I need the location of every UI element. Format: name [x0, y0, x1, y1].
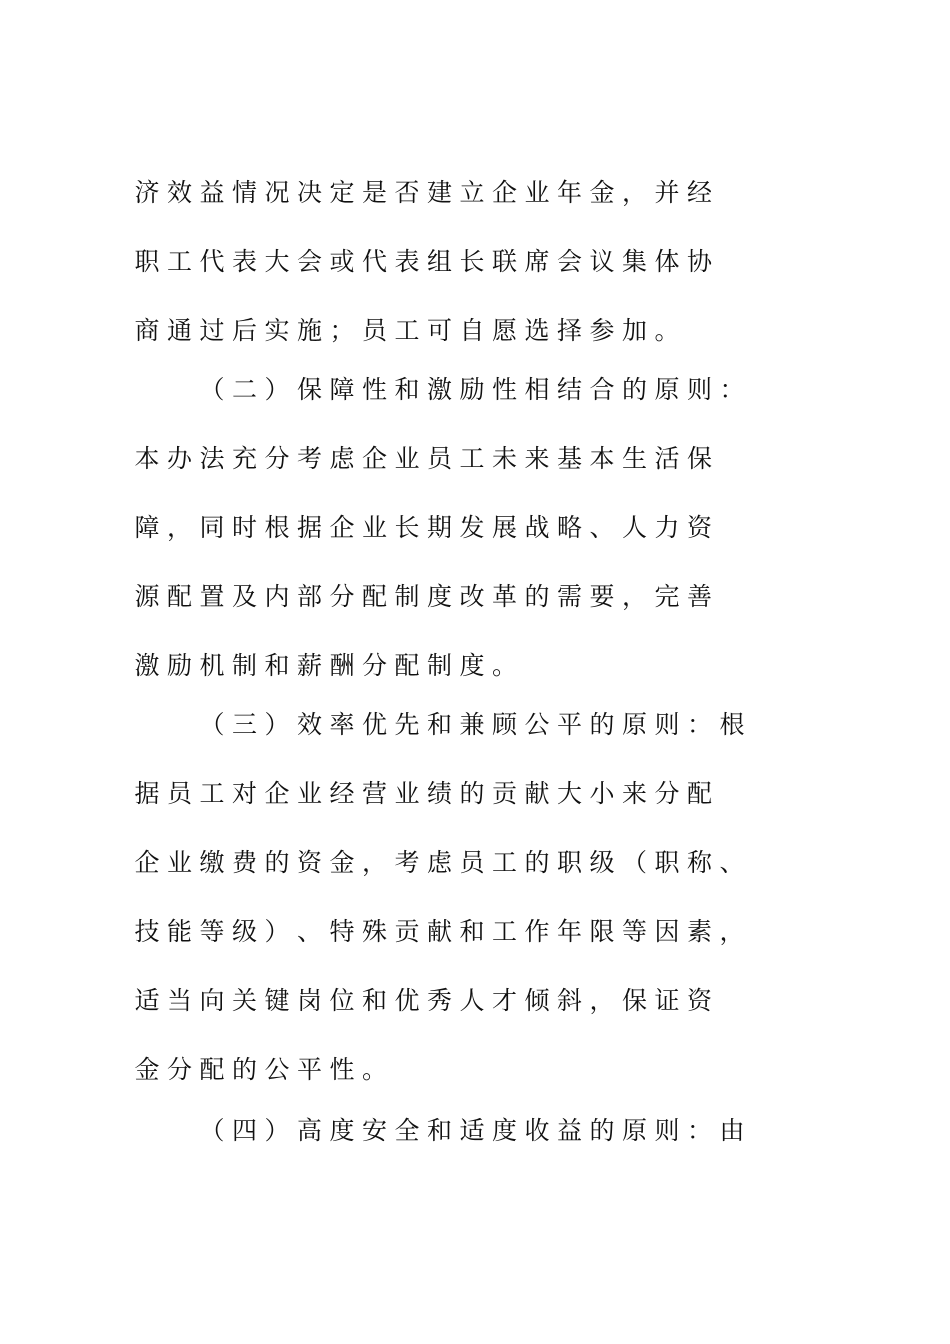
glyph: 激	[426, 375, 452, 404]
glyph: 分	[654, 779, 680, 808]
glyph: 分	[329, 582, 355, 611]
glyph: 倾	[524, 986, 550, 1015]
glyph: 同	[199, 513, 225, 542]
glyph: 或	[329, 247, 355, 276]
glyph: 内	[264, 582, 290, 611]
glyph: 保	[621, 986, 647, 1015]
glyph: 殊	[361, 917, 387, 946]
glyph: 对	[231, 779, 257, 808]
glyph: 的	[621, 375, 647, 404]
glyph: 是	[361, 178, 387, 207]
glyph: 表	[394, 247, 420, 276]
glyph: 据	[296, 513, 322, 542]
glyph: 经	[686, 178, 712, 207]
glyph: 斜	[556, 986, 582, 1015]
glyph: 业	[524, 178, 550, 207]
glyph: 立	[459, 178, 485, 207]
glyph: 实	[264, 316, 290, 345]
glyph: ）	[264, 917, 290, 946]
glyph: 会	[296, 247, 322, 276]
glyph: ，	[589, 986, 615, 1015]
glyph: 根	[719, 710, 745, 739]
glyph: 议	[589, 247, 615, 276]
glyph: 革	[491, 582, 517, 611]
glyph: 大	[264, 247, 290, 276]
glyph: 公	[524, 710, 550, 739]
glyph: 配	[394, 651, 420, 680]
glyph: 代	[199, 247, 225, 276]
glyph: 况	[264, 178, 290, 207]
glyph: 原	[654, 375, 680, 404]
glyph: 考	[296, 444, 322, 473]
text-line	[0, 774, 950, 814]
glyph: 加	[621, 316, 647, 345]
glyph: 级	[231, 917, 257, 946]
glyph: 高	[296, 1116, 322, 1145]
glyph: 可	[426, 316, 452, 345]
glyph: 因	[654, 917, 680, 946]
glyph: 本	[134, 444, 160, 473]
glyph: 酬	[329, 651, 355, 680]
glyph: ，	[361, 848, 387, 877]
glyph: 效	[296, 710, 322, 739]
glyph: 来	[524, 444, 550, 473]
glyph: 改	[459, 582, 485, 611]
glyph: 法	[199, 444, 225, 473]
glyph: 的	[589, 1116, 615, 1145]
glyph: 适	[134, 986, 160, 1015]
glyph: 业	[166, 848, 192, 877]
glyph: 等	[621, 917, 647, 946]
glyph: 配	[199, 1055, 225, 1084]
glyph: 考	[394, 848, 420, 877]
glyph: 的	[264, 848, 290, 877]
text-line	[0, 981, 950, 1021]
glyph: 金	[589, 178, 615, 207]
glyph: ：	[719, 375, 745, 404]
glyph: 资	[686, 986, 712, 1015]
glyph: 长	[394, 513, 420, 542]
glyph: ）	[264, 710, 290, 739]
glyph: 企	[134, 848, 160, 877]
glyph: 特	[329, 917, 355, 946]
glyph: 合	[589, 375, 615, 404]
glyph: 的	[524, 582, 550, 611]
glyph: 四	[231, 1116, 257, 1145]
glyph: 保	[686, 444, 712, 473]
glyph: 工	[491, 848, 517, 877]
glyph: 由	[719, 1116, 745, 1145]
glyph: 决	[296, 178, 322, 207]
glyph: 、	[719, 848, 745, 877]
glyph: 制	[394, 582, 420, 611]
glyph: 制	[426, 651, 452, 680]
glyph: 贡	[394, 917, 420, 946]
glyph: 未	[491, 444, 517, 473]
glyph: 的	[524, 848, 550, 877]
text-line	[0, 912, 950, 952]
glyph: 善	[686, 582, 712, 611]
glyph: 金	[329, 848, 355, 877]
glyph: 的	[459, 779, 485, 808]
glyph: 力	[654, 513, 680, 542]
glyph: 优	[361, 710, 387, 739]
glyph: 需	[556, 582, 582, 611]
glyph: 保	[296, 375, 322, 404]
glyph: 和	[361, 986, 387, 1015]
glyph: 则	[654, 1116, 680, 1145]
glyph: 组	[426, 247, 452, 276]
glyph: （	[621, 848, 647, 877]
glyph: 虑	[426, 848, 452, 877]
glyph: 贡	[491, 779, 517, 808]
glyph: ）	[264, 375, 290, 404]
glyph: 参	[589, 316, 615, 345]
glyph: 企	[264, 779, 290, 808]
glyph: 配	[686, 779, 712, 808]
glyph: 充	[231, 444, 257, 473]
glyph: 资	[686, 513, 712, 542]
glyph: 顾	[491, 710, 517, 739]
glyph: 。	[654, 316, 680, 345]
glyph: 制	[231, 651, 257, 680]
glyph: ，	[166, 513, 192, 542]
glyph: 办	[166, 444, 192, 473]
glyph: 源	[134, 582, 160, 611]
glyph: 三	[231, 710, 257, 739]
text-line	[0, 242, 950, 282]
glyph: 根	[264, 513, 290, 542]
glyph: 工	[166, 247, 192, 276]
glyph: 和	[426, 1116, 452, 1145]
glyph: 略	[556, 513, 582, 542]
glyph: 活	[654, 444, 680, 473]
glyph: ：	[686, 1116, 712, 1145]
text-line	[0, 311, 950, 351]
glyph: 缴	[199, 848, 225, 877]
glyph: 效	[166, 178, 192, 207]
text-line	[0, 646, 950, 686]
glyph: 则	[686, 375, 712, 404]
glyph: 位	[329, 986, 355, 1015]
glyph: 原	[621, 710, 647, 739]
glyph: 和	[264, 651, 290, 680]
glyph: 益	[556, 1116, 582, 1145]
glyph: 商	[134, 316, 160, 345]
glyph: 通	[166, 316, 192, 345]
glyph: 和	[459, 917, 485, 946]
glyph: 和	[426, 710, 452, 739]
glyph: 收	[524, 1116, 550, 1145]
glyph: 励	[459, 375, 485, 404]
glyph: （	[199, 375, 225, 404]
glyph: 工	[459, 444, 485, 473]
glyph: 联	[491, 247, 517, 276]
text-line	[0, 577, 950, 617]
glyph: 平	[556, 710, 582, 739]
glyph: 二	[231, 375, 257, 404]
glyph: 代	[361, 247, 387, 276]
glyph: 大	[556, 779, 582, 808]
glyph: 发	[459, 513, 485, 542]
glyph: 技	[134, 917, 160, 946]
glyph: 费	[231, 848, 257, 877]
glyph: 后	[231, 316, 257, 345]
glyph: 献	[426, 917, 452, 946]
glyph: 资	[296, 848, 322, 877]
glyph: 愿	[491, 316, 517, 345]
glyph: 基	[556, 444, 582, 473]
glyph: 时	[231, 513, 257, 542]
glyph: 体	[654, 247, 680, 276]
glyph: 全	[394, 1116, 420, 1145]
glyph: 职	[134, 247, 160, 276]
glyph: 作	[524, 917, 550, 946]
glyph: 结	[556, 375, 582, 404]
glyph: 配	[361, 582, 387, 611]
glyph: 定	[329, 178, 355, 207]
glyph: 度	[329, 1116, 355, 1145]
glyph: 才	[491, 986, 517, 1015]
glyph: 率	[329, 710, 355, 739]
glyph: ，	[621, 178, 647, 207]
glyph: 度	[459, 651, 485, 680]
glyph: 级	[589, 848, 615, 877]
glyph: 。	[361, 1055, 387, 1084]
glyph: 员	[166, 779, 192, 808]
glyph: 会	[556, 247, 582, 276]
glyph: 员	[361, 316, 387, 345]
glyph: 部	[296, 582, 322, 611]
glyph: 要	[589, 582, 615, 611]
glyph: 秀	[426, 986, 452, 1015]
glyph: 证	[654, 986, 680, 1015]
glyph: 励	[166, 651, 192, 680]
glyph: 员	[459, 848, 485, 877]
text-line	[0, 173, 950, 213]
section-heading-line	[0, 705, 950, 745]
text-line	[0, 843, 950, 883]
glyph: （	[199, 1116, 225, 1145]
glyph: 机	[199, 651, 225, 680]
glyph: 职	[556, 848, 582, 877]
glyph: 能	[166, 917, 192, 946]
glyph: 当	[166, 986, 192, 1015]
glyph: 分	[264, 444, 290, 473]
glyph: 、	[296, 917, 322, 946]
glyph: 限	[589, 917, 615, 946]
glyph: 自	[459, 316, 485, 345]
glyph: 企	[491, 178, 517, 207]
glyph: 选	[524, 316, 550, 345]
glyph: 工	[491, 917, 517, 946]
glyph: 否	[394, 178, 420, 207]
text-line	[0, 508, 950, 548]
glyph: 称	[686, 848, 712, 877]
glyph: 业	[361, 513, 387, 542]
glyph: 度	[426, 582, 452, 611]
text-line	[0, 439, 950, 479]
glyph: 营	[361, 779, 387, 808]
glyph: 兼	[459, 710, 485, 739]
glyph: （	[199, 710, 225, 739]
glyph: 集	[621, 247, 647, 276]
glyph: 性	[329, 1055, 355, 1084]
glyph: ）	[264, 1116, 290, 1145]
glyph: 先	[394, 710, 420, 739]
glyph: 的	[589, 710, 615, 739]
glyph: 过	[199, 316, 225, 345]
glyph: 安	[361, 1116, 387, 1145]
glyph: 、	[589, 513, 615, 542]
glyph: 向	[199, 986, 225, 1015]
glyph: 据	[134, 779, 160, 808]
glyph: 素	[686, 917, 712, 946]
glyph: 及	[231, 582, 257, 611]
glyph: 的	[231, 1055, 257, 1084]
glyph: 配	[166, 582, 192, 611]
glyph: 工	[394, 316, 420, 345]
glyph: 和	[394, 375, 420, 404]
glyph: 虑	[329, 444, 355, 473]
glyph: 生	[621, 444, 647, 473]
glyph: 企	[361, 444, 387, 473]
glyph: 等	[199, 917, 225, 946]
glyph: 业	[394, 779, 420, 808]
glyph: 工	[199, 779, 225, 808]
glyph: 经	[329, 779, 355, 808]
glyph: 企	[329, 513, 355, 542]
glyph: 业	[394, 444, 420, 473]
glyph: 战	[524, 513, 550, 542]
glyph: 情	[231, 178, 257, 207]
glyph: 薪	[296, 651, 322, 680]
glyph: 来	[621, 779, 647, 808]
glyph: 展	[491, 513, 517, 542]
glyph: 岗	[296, 986, 322, 1015]
glyph: 分	[361, 651, 387, 680]
glyph: 员	[426, 444, 452, 473]
glyph: 公	[264, 1055, 290, 1084]
glyph: 性	[491, 375, 517, 404]
glyph: 并	[654, 178, 680, 207]
glyph: ，	[719, 917, 745, 946]
glyph: ；	[329, 316, 355, 345]
glyph: 性	[361, 375, 387, 404]
section-heading-line	[0, 370, 950, 410]
glyph: 金	[134, 1055, 160, 1084]
glyph: 表	[231, 247, 257, 276]
glyph: 完	[654, 582, 680, 611]
glyph: 障	[329, 375, 355, 404]
glyph: 关	[231, 986, 257, 1015]
glyph: 适	[459, 1116, 485, 1145]
glyph: 分	[166, 1055, 192, 1084]
glyph: 业	[296, 779, 322, 808]
glyph: 职	[654, 848, 680, 877]
glyph: 激	[134, 651, 160, 680]
glyph: 建	[426, 178, 452, 207]
glyph: 键	[264, 986, 290, 1015]
glyph: 人	[621, 513, 647, 542]
glyph: 障	[134, 513, 160, 542]
glyph: 置	[199, 582, 225, 611]
glyph: 长	[459, 247, 485, 276]
text-line	[0, 1050, 950, 1090]
glyph: 原	[621, 1116, 647, 1145]
glyph: 施	[296, 316, 322, 345]
glyph: 。	[491, 651, 517, 680]
glyph: 协	[686, 247, 712, 276]
glyph: 小	[589, 779, 615, 808]
glyph: 度	[491, 1116, 517, 1145]
glyph: 献	[524, 779, 550, 808]
section-heading-line	[0, 1111, 950, 1151]
glyph: 相	[524, 375, 550, 404]
glyph: 期	[426, 513, 452, 542]
glyph: 则	[654, 710, 680, 739]
glyph: 年	[556, 178, 582, 207]
glyph: 益	[199, 178, 225, 207]
glyph: 人	[459, 986, 485, 1015]
glyph: 平	[296, 1055, 322, 1084]
glyph: 本	[589, 444, 615, 473]
glyph: 济	[134, 178, 160, 207]
glyph: 席	[524, 247, 550, 276]
glyph: 绩	[426, 779, 452, 808]
glyph: ：	[686, 710, 712, 739]
glyph: ，	[621, 582, 647, 611]
glyph: 年	[556, 917, 582, 946]
glyph: 择	[556, 316, 582, 345]
glyph: 优	[394, 986, 420, 1015]
